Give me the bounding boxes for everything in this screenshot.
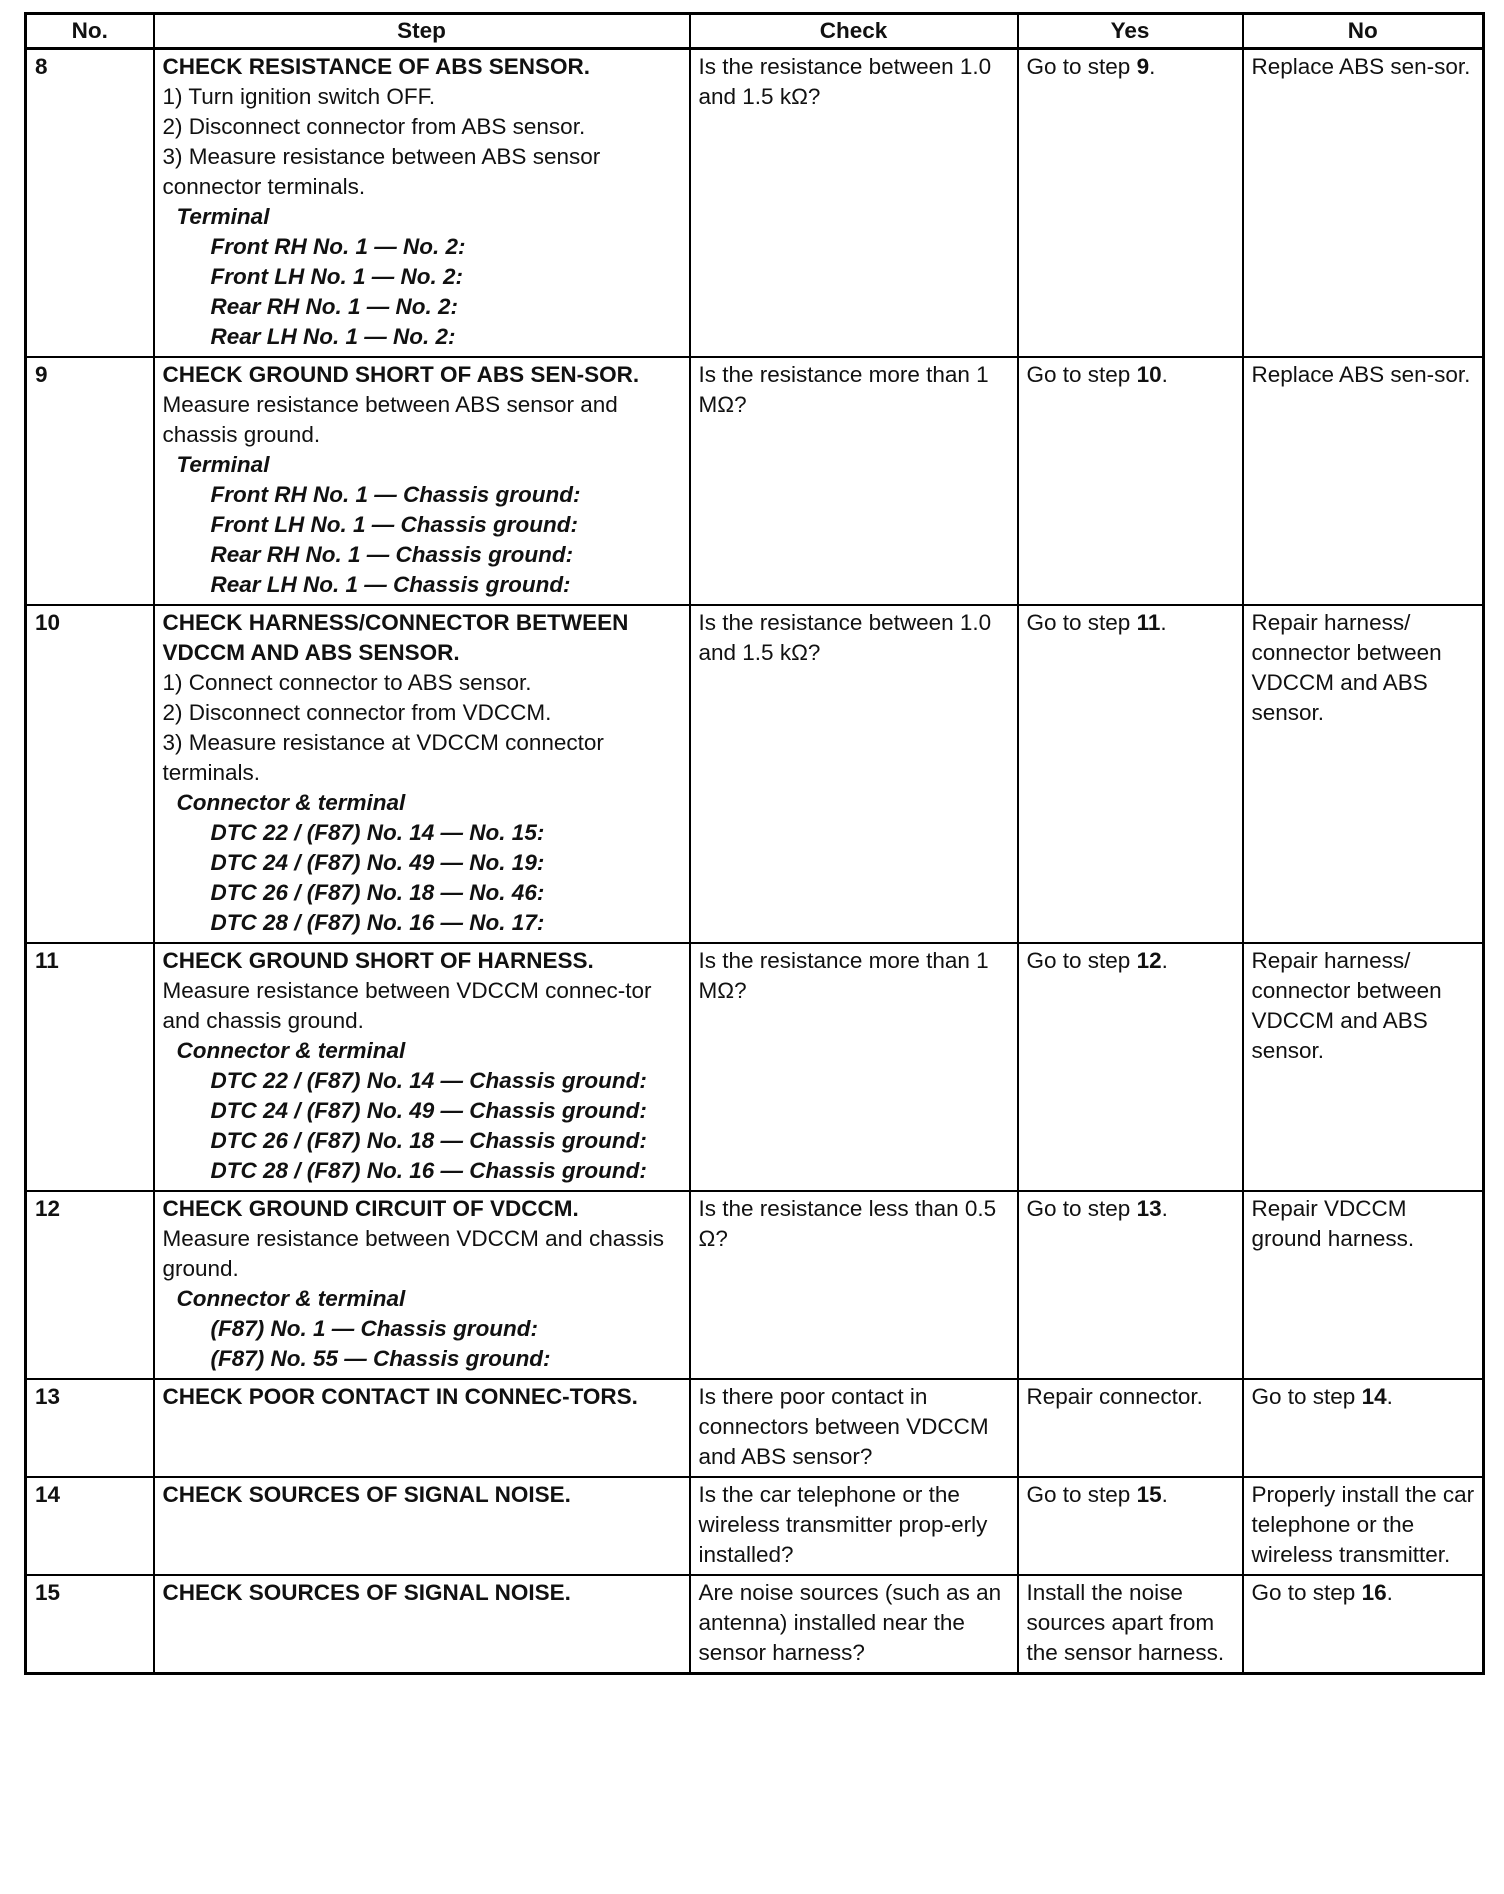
step-number: 13: [26, 1379, 154, 1477]
step-instruction: Measure resistance between VDCCM connec-tor and chassis ground.: [162, 978, 652, 1033]
terminal-item: (F87) No. 1 — Chassis ground:: [210, 1316, 539, 1341]
check-cell: Are noise sources (such as an antenna) installed near the sensor harness?: [690, 1575, 1018, 1674]
no-text: Go to step: [1251, 1384, 1362, 1409]
step-instruction: 3) Measure resistance between ABS sensor connector terminals.: [162, 144, 601, 199]
yes-step-ref: 13: [1136, 1196, 1162, 1221]
check-cell: Is the resistance less than 0.5 Ω?: [690, 1191, 1018, 1379]
step-number: 12: [26, 1191, 154, 1379]
no-step-ref: 16: [1361, 1580, 1387, 1605]
yes-suffix: .: [1149, 54, 1156, 79]
step-cell: [154, 1191, 690, 1379]
no-cell: [1243, 1477, 1484, 1575]
no-text: Repair VDCCM ground harness.: [1251, 1196, 1415, 1251]
step-title: CHECK SOURCES OF SIGNAL NOISE.: [162, 1482, 571, 1507]
yes-step-ref: 12: [1136, 948, 1162, 973]
table-header-row: [26, 14, 1484, 49]
yes-text: Repair connector.: [1026, 1384, 1203, 1409]
yes-text: Go to step: [1026, 610, 1137, 635]
no-suffix: .: [1386, 1384, 1393, 1409]
check-cell: Is the resistance more than 1 MΩ?: [690, 357, 1018, 605]
table-row: [26, 605, 1484, 943]
terminal-heading: Terminal: [176, 204, 270, 229]
table-row: [26, 1379, 1484, 1477]
yes-suffix: .: [1161, 362, 1168, 387]
header-check: Check: [690, 14, 1018, 49]
yes-cell: [1018, 943, 1243, 1191]
terminal-item: DTC 26 / (F87) No. 18 — Chassis ground:: [210, 1128, 647, 1153]
yes-suffix: .: [1161, 1196, 1168, 1221]
table-row: [26, 1191, 1484, 1379]
step-number: 14: [26, 1477, 154, 1575]
terminal-heading: Connector & terminal: [176, 790, 406, 815]
step-title: CHECK GROUND CIRCUIT OF VDCCM.: [162, 1196, 579, 1221]
terminal-heading: Connector & terminal: [176, 1038, 406, 1063]
step-title: CHECK SOURCES OF SIGNAL NOISE.: [162, 1580, 571, 1605]
yes-cell: [1018, 1575, 1243, 1674]
yes-cell: [1018, 49, 1243, 358]
step-cell: [154, 943, 690, 1191]
terminal-item: Front RH No. 1 — No. 2:: [210, 234, 466, 259]
no-cell: [1243, 1191, 1484, 1379]
no-cell: [1243, 49, 1484, 358]
step-cell: [154, 1575, 690, 1674]
no-text: Repair harness/ connector between VDCCM and ABS sensor.: [1251, 948, 1442, 1063]
header-step: Step: [154, 14, 690, 49]
terminal-item: Front LH No. 1 — Chassis ground:: [210, 512, 579, 537]
step-cell: [154, 1477, 690, 1575]
yes-cell: [1018, 357, 1243, 605]
check-cell: Is the resistance between 1.0 and 1.5 kΩ?: [690, 49, 1018, 358]
yes-cell: [1018, 1477, 1243, 1575]
step-instruction: 1) Connect connector to ABS sensor.: [162, 670, 532, 695]
yes-text: Go to step: [1026, 1482, 1137, 1507]
step-title: CHECK HARNESS/CONNECTOR BETWEEN VDCCM AND ABS SENSOR.: [162, 610, 629, 665]
step-cell: [154, 1379, 690, 1477]
diagnosis-sheet: [24, 12, 1482, 1675]
yes-text: Go to step: [1026, 362, 1137, 387]
step-title: CHECK RESISTANCE OF ABS SENSOR.: [162, 54, 591, 79]
step-number: 8: [26, 49, 154, 358]
terminal-heading: Terminal: [176, 452, 270, 477]
step-instruction: 1) Turn ignition switch OFF.: [162, 84, 436, 109]
step-instruction: Measure resistance between ABS sensor and chassis ground.: [162, 392, 618, 447]
step-number: 11: [26, 943, 154, 1191]
yes-text: Install the noise sources apart from the sensor harness.: [1026, 1580, 1225, 1665]
yes-step-ref: 10: [1136, 362, 1162, 387]
table-row: [26, 1575, 1484, 1674]
table-row: [26, 357, 1484, 605]
no-text: Go to step: [1251, 1580, 1362, 1605]
header-no: No.: [26, 14, 154, 49]
terminal-item: Rear RH No. 1 — No. 2:: [210, 294, 459, 319]
check-cell: Is the car telephone or the wireless transmitter prop-erly installed?: [690, 1477, 1018, 1575]
step-number: 10: [26, 605, 154, 943]
table-row: [26, 49, 1484, 358]
no-suffix: .: [1386, 1580, 1393, 1605]
terminal-item: (F87) No. 55 — Chassis ground:: [210, 1346, 551, 1371]
terminal-item: DTC 28 / (F87) No. 16 — No. 17:: [210, 910, 545, 935]
yes-cell: [1018, 605, 1243, 943]
no-cell: [1243, 357, 1484, 605]
terminal-item: Front LH No. 1 — No. 2:: [210, 264, 463, 289]
yes-text: Go to step: [1026, 948, 1137, 973]
no-cell: [1243, 605, 1484, 943]
step-title: CHECK GROUND SHORT OF ABS SEN-SOR.: [162, 362, 640, 387]
step-cell: [154, 357, 690, 605]
no-step-ref: 14: [1361, 1384, 1387, 1409]
step-instruction: 2) Disconnect connector from ABS sensor.: [162, 114, 586, 139]
terminal-item: Rear RH No. 1 — Chassis ground:: [210, 542, 574, 567]
step-number: 9: [26, 357, 154, 605]
yes-step-ref: 11: [1136, 610, 1161, 635]
terminal-item: Rear LH No. 1 — No. 2:: [210, 324, 456, 349]
check-cell: Is there poor contact in connectors between VDCCM and ABS sensor?: [690, 1379, 1018, 1477]
no-cell: [1243, 943, 1484, 1191]
header-no-result: No: [1243, 14, 1484, 49]
yes-step-ref: 15: [1136, 1482, 1162, 1507]
no-text: Properly install the car telephone or the wireless transmitter.: [1251, 1482, 1475, 1567]
step-title: CHECK POOR CONTACT IN CONNEC-TORS.: [162, 1384, 638, 1409]
step-cell: [154, 49, 690, 358]
header-yes: Yes: [1018, 14, 1243, 49]
yes-cell: [1018, 1191, 1243, 1379]
no-cell: [1243, 1379, 1484, 1477]
yes-suffix: .: [1161, 948, 1168, 973]
no-text: Replace ABS sen-sor.: [1251, 362, 1471, 387]
terminal-item: DTC 26 / (F87) No. 18 — No. 46:: [210, 880, 545, 905]
terminal-item: Rear LH No. 1 — Chassis ground:: [210, 572, 571, 597]
yes-step-ref: 9: [1136, 54, 1150, 79]
yes-suffix: .: [1161, 1482, 1168, 1507]
terminal-heading: Connector & terminal: [176, 1286, 406, 1311]
yes-text: Go to step: [1026, 54, 1137, 79]
no-text: Repair harness/ connector between VDCCM and ABS sensor.: [1251, 610, 1442, 725]
terminal-item: Front RH No. 1 — Chassis ground:: [210, 482, 581, 507]
step-instruction: 3) Measure resistance at VDCCM connector terminals.: [162, 730, 604, 785]
diagnosis-table: [24, 12, 1485, 1675]
yes-cell: [1018, 1379, 1243, 1477]
check-cell: Is the resistance between 1.0 and 1.5 kΩ?: [690, 605, 1018, 943]
terminal-item: DTC 24 / (F87) No. 49 — No. 19:: [210, 850, 545, 875]
step-instruction: 2) Disconnect connector from VDCCM.: [162, 700, 552, 725]
no-cell: [1243, 1575, 1484, 1674]
step-number: 15: [26, 1575, 154, 1674]
check-cell: Is the resistance more than 1 MΩ?: [690, 943, 1018, 1191]
table-row: [26, 1477, 1484, 1575]
no-text: Replace ABS sen-sor.: [1251, 54, 1471, 79]
table-row: [26, 943, 1484, 1191]
terminal-item: DTC 28 / (F87) No. 16 — Chassis ground:: [210, 1158, 647, 1183]
step-cell: [154, 605, 690, 943]
terminal-item: DTC 22 / (F87) No. 14 — Chassis ground:: [210, 1068, 647, 1093]
terminal-item: DTC 22 / (F87) No. 14 — No. 15:: [210, 820, 545, 845]
yes-text: Go to step: [1026, 1196, 1137, 1221]
step-instruction: Measure resistance between VDCCM and chassis ground.: [162, 1226, 664, 1281]
step-title: CHECK GROUND SHORT OF HARNESS.: [162, 948, 594, 973]
yes-suffix: .: [1160, 610, 1167, 635]
table-body: [26, 49, 1484, 1674]
terminal-item: DTC 24 / (F87) No. 49 — Chassis ground:: [210, 1098, 647, 1123]
